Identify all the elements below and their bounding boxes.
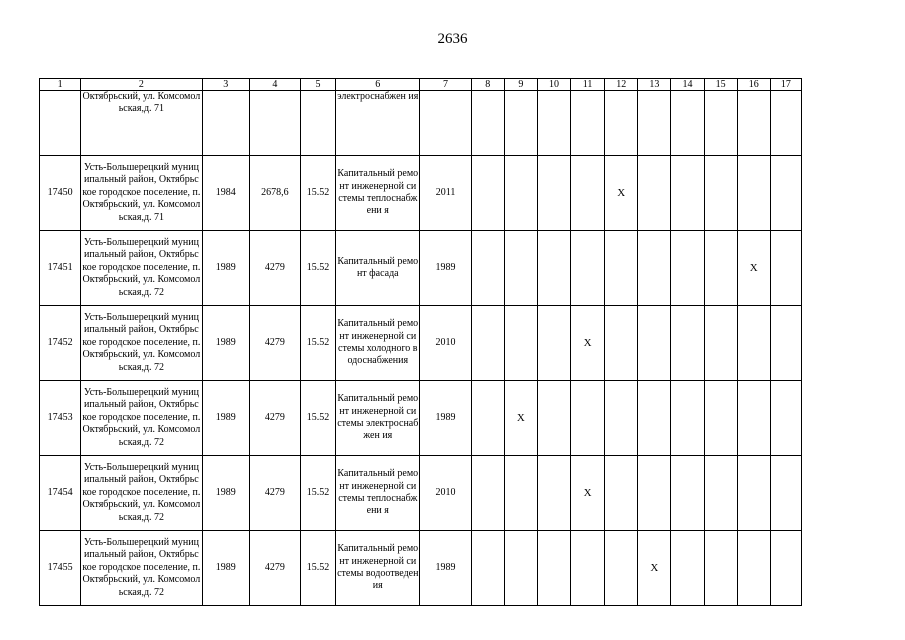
cell-area: 4279 [249,231,300,306]
cell-mark-col-11 [571,381,605,456]
cell-mark-col-13 [638,456,671,531]
repair-schedule-table [39,78,802,606]
cell-mark-col-10 [537,531,570,606]
header-cell: 15 [704,79,737,91]
cell-mark-col-11 [571,156,605,231]
cell-mark-col-13 [638,156,671,231]
cell-work: Капитальный ремонт фасада [336,231,420,306]
cell-mark-col-9 [504,531,537,606]
table-row [40,231,802,306]
cell-plan-year: 2010 [420,456,471,531]
cell-year: 1989 [202,531,249,606]
cell-mark-col-10 [537,456,570,531]
header-cell: 17 [770,79,801,91]
table-row [40,306,802,381]
cell-mark-col-11: X [571,456,605,531]
cell-address: Октябрьский, ул. Комсомольская,д. 71 [81,91,202,156]
cell-mark-col-12 [605,381,638,456]
cell-mark-col-17 [770,231,801,306]
cell-year: 1984 [202,156,249,231]
cell-mark-col-16 [737,306,770,381]
cell-mark-col-14 [671,306,704,381]
header-cell: 2 [81,79,202,91]
cell-mark-col-10 [537,156,570,231]
cell-mark-col-17 [770,156,801,231]
cell-mark-col-15 [704,306,737,381]
header-cell: 1 [40,79,81,91]
cell-mark-col-8 [471,156,504,231]
cell-mark-col-14 [671,381,704,456]
cell-area: 2678,6 [249,156,300,231]
cell-area: 4279 [249,456,300,531]
header-cell: 4 [249,79,300,91]
cell-work: Капитальный ремонт инженерной системы теплоснабжени я [336,456,420,531]
cell-mark-col-16: X [737,231,770,306]
cell-area: 4279 [249,306,300,381]
cell-year: 1989 [202,231,249,306]
header-cell: 5 [300,79,335,91]
cell-address: Усть-Большерецкий муниципальный район, Октябрьское городское поселение, п. Октябрьский, ул. Комсомольская,д. 72 [81,381,202,456]
cell-mark-col-17 [770,456,801,531]
cell-mark-col-14 [671,531,704,606]
cell-mark-col-8 [471,231,504,306]
cell-mark-col-17 [770,531,801,606]
cell-mark-col-9 [504,231,537,306]
cell-year [202,91,249,156]
cell-code: 15.52 [300,456,335,531]
header-cell: 16 [737,79,770,91]
cell-work: Капитальный ремонт инженерной системы теплоснабжени я [336,156,420,231]
cell-code: 15.52 [300,381,335,456]
cell-plan-year: 2010 [420,306,471,381]
table-row [40,531,802,606]
header-cell: 8 [471,79,504,91]
cell-mark-col-11: X [571,306,605,381]
cell-address: Усть-Большерецкий муниципальный район, Октябрьское городское поселение, п. Октябрьский, ул. Комсомольская,д. 72 [81,531,202,606]
cell-mark-col-17 [770,306,801,381]
cell-mark-col-12 [605,306,638,381]
cell-code: 15.52 [300,531,335,606]
cell-id [40,91,81,156]
page-number: 2636 [437,31,468,47]
cell-mark-col-8 [471,456,504,531]
cell-mark-col-16 [737,531,770,606]
cell-mark-col-12 [605,456,638,531]
cell-code: 15.52 [300,231,335,306]
header-cell: 3 [202,79,249,91]
header-cell: 7 [420,79,471,91]
cell-mark-col-15 [704,381,737,456]
cell-work: Капитальный ремонт инженерной системы водоотведения [336,531,420,606]
header-cell: 10 [537,79,570,91]
cell-plan-year: 1989 [420,531,471,606]
cell-mark-col-12 [605,231,638,306]
cell-id: 17452 [40,306,81,381]
cell-id: 17453 [40,381,81,456]
cell-mark-col-15 [704,156,737,231]
cell-mark-col-15 [704,456,737,531]
header-cell: 6 [336,79,420,91]
cell-work: Капитальный ремонт инженерной системы холодного водоснабжения [336,306,420,381]
cell-code: 15.52 [300,156,335,231]
cell-mark-col-13 [638,231,671,306]
header-cell: 14 [671,79,704,91]
cell-plan-year: 1989 [420,231,471,306]
cell-address: Усть-Большерецкий муниципальный район, Октябрьское городское поселение, п. Октябрьский, ул. Комсомольская,д. 71 [81,156,202,231]
cell-mark-col-17 [770,381,801,456]
cell-mark-col-13 [638,381,671,456]
cell-id: 17455 [40,531,81,606]
cell-plan-year: 1989 [420,381,471,456]
cell-mark-col-13 [638,306,671,381]
cell-mark-col-8 [471,531,504,606]
header-cell: 9 [504,79,537,91]
table-row [40,456,802,531]
cell-code [300,91,335,156]
cell-area: 4279 [249,531,300,606]
cell-mark-col-16 [737,381,770,456]
cell-work: Капитальный ремонт инженерной системы электроснабжен ия [336,381,420,456]
cell-address: Усть-Большерецкий муниципальный район, Октябрьское городское поселение, п. Октябрьский, ул. Комсомольская,д. 72 [81,306,202,381]
cell-mark-col-15 [704,531,737,606]
cell-year: 1989 [202,456,249,531]
cell-plan-year: 2011 [420,156,471,231]
cell-mark-col-15 [704,231,737,306]
cell-area [249,91,300,156]
cell-mark-col-8 [471,381,504,456]
cell-mark-col-10 [537,381,570,456]
cell-code: 15.52 [300,306,335,381]
cell-address: Усть-Большерецкий муниципальный район, Октябрьское городское поселение, п. Октябрьский, ул. Комсомольская,д. 72 [81,456,202,531]
cell-year: 1989 [202,381,249,456]
cell-address: Усть-Большерецкий муниципальный район, Октябрьское городское поселение, п. Октябрьский, ул. Комсомольская,д. 72 [81,231,202,306]
cell-mark-col-14 [671,456,704,531]
cell-mark-col-11 [571,531,605,606]
header-cell: 11 [571,79,605,91]
cell-mark-col-11 [571,231,605,306]
header-cell: 13 [638,79,671,91]
cell-mark-col-16 [737,456,770,531]
cell-mark-col-16 [737,156,770,231]
cell-mark-col-8 [471,306,504,381]
header-cell: 12 [605,79,638,91]
cell-work: электроснабжен ия [336,91,420,156]
table-row-continued [40,91,802,156]
cell-area: 4279 [249,381,300,456]
table-row [40,156,802,231]
table-row [40,381,802,456]
cell-id: 17450 [40,156,81,231]
cell-mark-col-14 [671,231,704,306]
cell-mark-col-14 [671,156,704,231]
cell-id: 17451 [40,231,81,306]
cell-mark-col-9 [504,456,537,531]
cell-mark-col-12: X [605,156,638,231]
cell-mark-col-10 [537,306,570,381]
cell-mark-col-10 [537,231,570,306]
cell-mark-col-9 [504,156,537,231]
cell-mark-col-9: X [504,381,537,456]
cell-year: 1989 [202,306,249,381]
cell-mark-col-12 [605,531,638,606]
cell-mark-col-9 [504,306,537,381]
cell-id: 17454 [40,456,81,531]
cell-mark-col-13: X [638,531,671,606]
header-row [40,79,802,91]
